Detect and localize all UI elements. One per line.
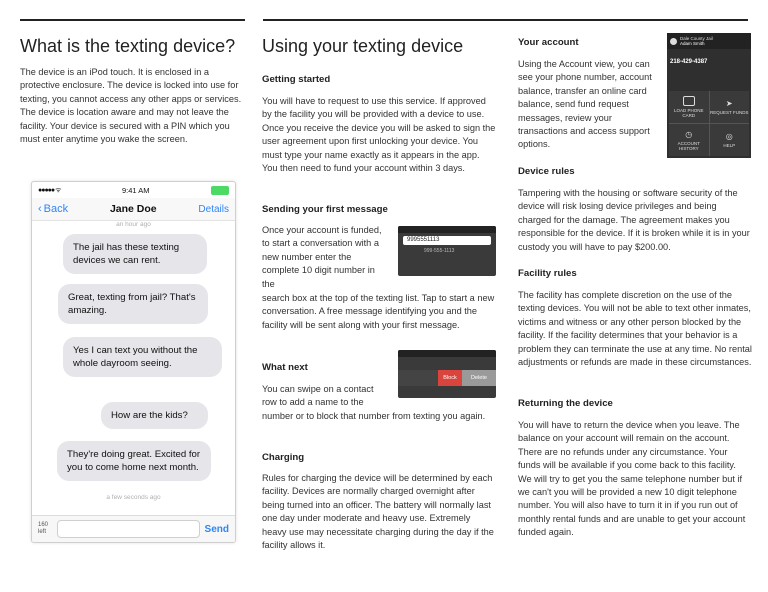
lifebuoy-icon: ◎ xyxy=(725,132,733,141)
request-funds-label: REQUEST FUNDS xyxy=(710,110,749,115)
back-label: Back xyxy=(43,203,69,215)
signal-icon: ●●●●● ᯤ xyxy=(38,186,61,194)
message-bubble: How are the kids? xyxy=(101,402,208,429)
message-bubble: Great, texting from jail? That's amazing. xyxy=(58,284,208,324)
load-card-label: LOAD PHONE CARD xyxy=(673,108,704,118)
account-history-button[interactable] xyxy=(669,124,709,156)
timestamp-top: an hour ago xyxy=(116,221,151,228)
swipe-screenshot xyxy=(398,350,496,398)
facility-rules-heading: Facility rules xyxy=(518,268,577,279)
battery-icon xyxy=(211,186,229,195)
getting-started-body: You will have to request to use this service. If approved by the facility you will be provided with a device to use. Once you receive the device you will be asked to sign the user agreement upon first unlocking your device. You must type your name exactly as it appears in the app. You then need to fund your account within 3 days. xyxy=(262,96,496,174)
block-button[interactable]: Block xyxy=(438,370,462,386)
help-label: HELP xyxy=(723,143,736,148)
message-bubble: They're doing great. Excited for you to come home next month. xyxy=(57,441,211,481)
facility-rules-body: The facility has complete discretion on the use of the texting devices. You will not be able to text other inmates, victims and witness or any other person blocked by the facility. If the facility determines that your behavior is a problem they can terminate the use at any time. No rental adjustments or refunds are made in these circumstances. xyxy=(518,290,752,368)
account-header xyxy=(667,33,751,49)
message-input[interactable] xyxy=(57,520,200,538)
account-user: Adam Smith xyxy=(680,41,705,46)
phone-mockup xyxy=(31,181,236,543)
chevron-left-icon: ‹ xyxy=(38,203,42,215)
first-message-heading: Sending your first message xyxy=(262,204,388,215)
send-icon: ➤ xyxy=(725,99,733,108)
search-number: 9995551113 xyxy=(407,237,440,243)
card-icon xyxy=(683,96,695,106)
first-message-body-b: search box at the top of the texting list. Tap to start a new conversation. A free message identifying you and the facility will be sent along with your first message. xyxy=(262,293,495,330)
avatar-icon xyxy=(670,38,677,45)
message-bubble: The jail has these texting devices we can rent. xyxy=(63,234,207,274)
status-bar xyxy=(32,182,235,198)
what-next-body-b: number or to block that number from texting you again. xyxy=(262,411,486,421)
getting-started-heading: Getting started xyxy=(262,74,331,85)
account-phone: 218-429-4387 xyxy=(670,59,708,65)
contact-name: Jane Doe xyxy=(109,203,157,215)
delete-button[interactable]: Delete xyxy=(462,370,496,386)
help-button[interactable] xyxy=(710,124,750,156)
your-account-body: Using the Account view, you can see your phone number, account balance, transfer an online card balance, send fund request messages, review your transactions and access support options. xyxy=(518,59,652,150)
facility-name: Dale County Jail xyxy=(680,36,713,41)
col1-title: What is the texting device? xyxy=(20,36,236,56)
send-button[interactable]: Send xyxy=(204,523,229,535)
clock-icon: ◷ xyxy=(685,129,693,139)
first-message-body-a: Once your account is funded, to start a conversation with a new number enter the complete 10 digit number in the xyxy=(262,225,382,289)
back-button[interactable] xyxy=(38,203,68,215)
account-actions xyxy=(669,91,749,156)
returning-body: You will have to return the device when you leave. The balance on your account will remain on the account. There are no refunds under any circumstance. Your funds will be available if you come back to this facility. We will try to get you the same telephone number but if we can't you will be provided a new 10 digit telephone number. You will also have to turn it in if you run out of monthly rental funds and are unable to get your account funded again. xyxy=(518,420,746,538)
top-rule-col2 xyxy=(263,19,748,21)
character-counter: 160 left xyxy=(38,522,49,535)
search-screenshot xyxy=(398,226,496,276)
charging-body: Rules for charging the device will be determined by each facility. Devices are normally charged overnight after being turned into an officer. The battery will normally last one day under moderate and heavy use. Extremely heavy use may necessitate charging during the day if the facility allows it. xyxy=(262,473,494,551)
what-next-body-a: You can swipe on a contact row to add a name to the xyxy=(262,384,374,408)
col2-title: Using your texting device xyxy=(262,36,464,56)
request-funds-button[interactable] xyxy=(710,91,750,123)
details-button[interactable]: Details xyxy=(198,203,229,215)
col1-intro: The device is an iPod touch. It is enclosed in a protective enclosure. The device is locked into use for texting, you cannot access any other apps or services. The device is location aware and may not leave the facility. Your device is secured with a PIN which you must enter anytime you wake the screen. xyxy=(20,67,242,145)
load-card-button[interactable] xyxy=(669,91,709,123)
search-result: 999-555-1113 xyxy=(424,248,455,254)
conversation-navbar xyxy=(32,198,235,221)
what-next-heading: What next xyxy=(262,362,308,373)
account-history-label: ACCOUNT HISTORY xyxy=(677,140,700,151)
top-rule-col1 xyxy=(20,19,245,21)
account-screenshot xyxy=(667,33,751,158)
your-account-heading: Your account xyxy=(518,37,579,48)
message-bubble: Yes I can text you without the whole dayroom seeing. xyxy=(63,337,222,377)
returning-heading: Returning the device xyxy=(518,398,613,409)
status-time: 9:41 AM xyxy=(121,185,150,195)
device-rules-body: Tampering with the housing or software security of the device will risk losing device privileges and being charged for the damage. The agreement makes you responsible for the device. If it is broken while it is in your custody you will have to pay $200.00. xyxy=(518,188,750,252)
device-rules-heading: Device rules xyxy=(518,166,575,177)
message-composer xyxy=(32,515,235,542)
timestamp-bottom: a few seconds ago xyxy=(106,494,161,501)
search-field xyxy=(403,236,491,245)
charging-heading: Charging xyxy=(262,452,305,463)
